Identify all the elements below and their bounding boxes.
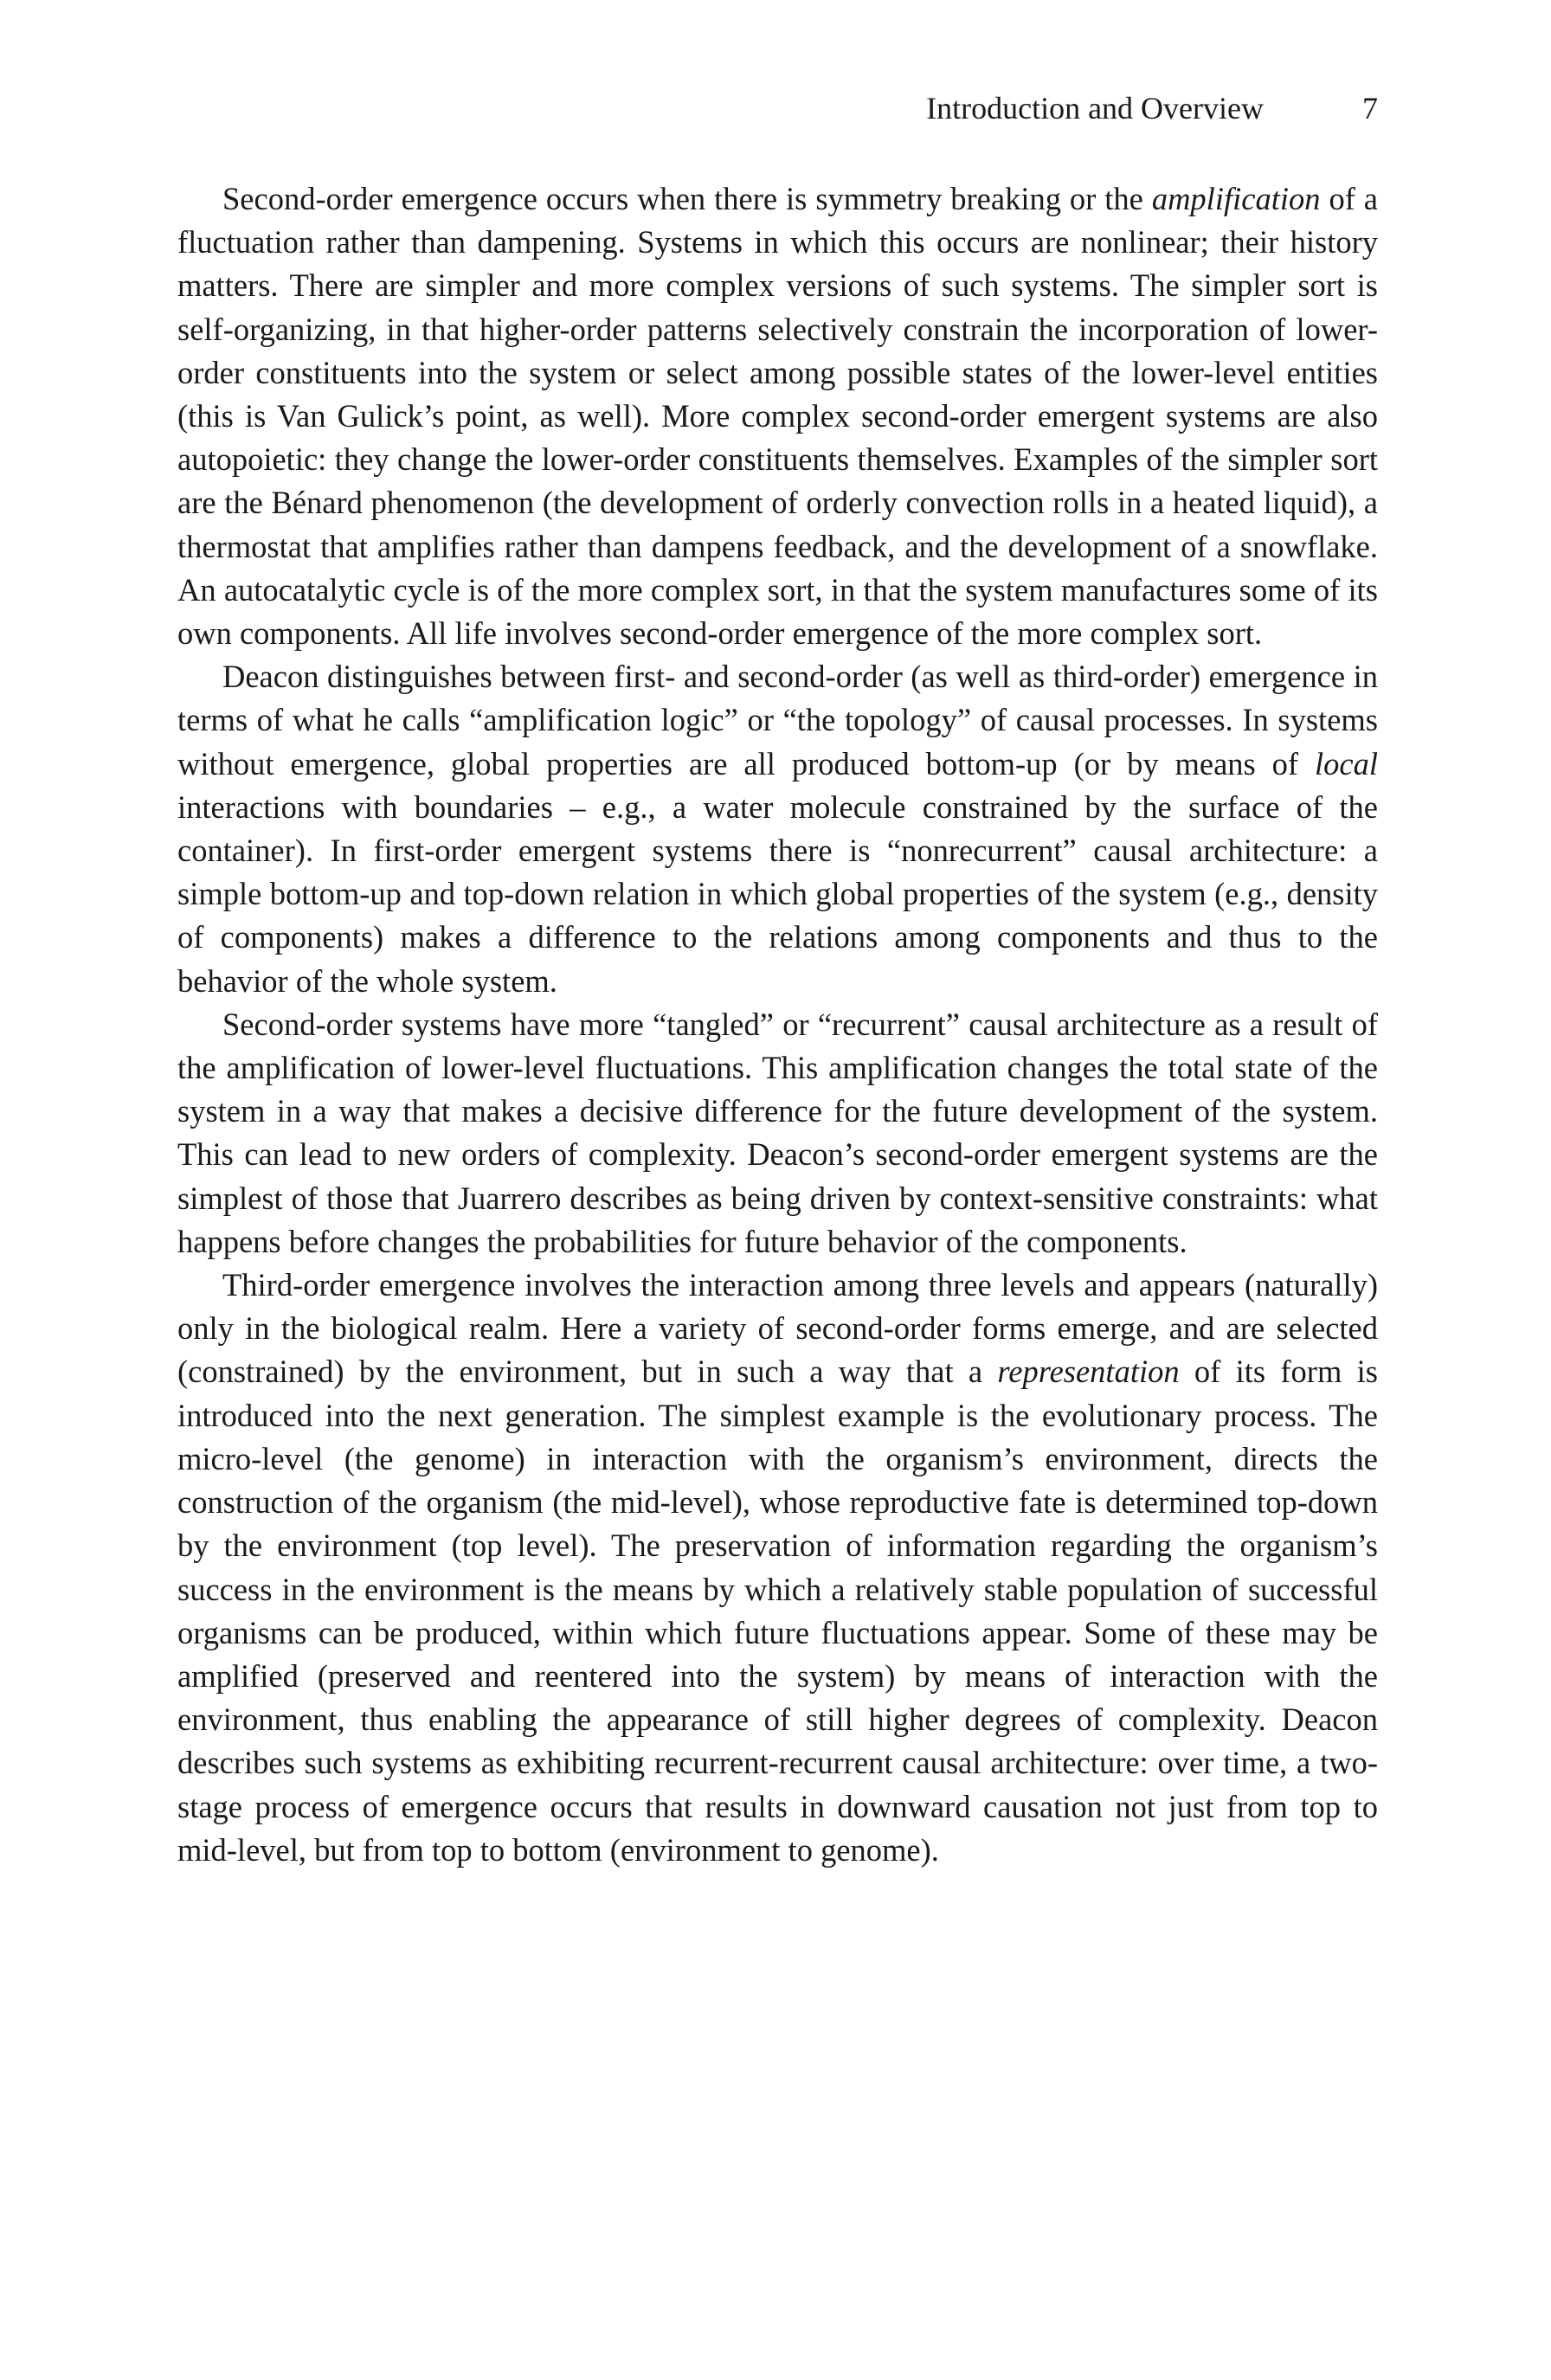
paragraph-2-text-a: Deacon distinguishes between first- and second-order (as well as third-order) emergence in terms of what he calls “amplification logic” or “the topology” of causal processes. In systems without emergence, global properties are all produced bottom-up (or by means of <box>177 659 1378 782</box>
paragraph-2 <box>177 655 1378 1003</box>
paragraph-1-text-b: of a fluctuation rather than dampening. Systems in which this occurs are nonlinear; their history matters. There are simpler and more complex versions of such systems. The simpler sort is self-organizing, in that higher-order patterns selectively constrain the incorporation of lower-order constituents into the system or select among possible states of the lower-level entities (this is Van Gulick’s point, as well). More complex second-order emergent systems are also autopoietic: they change the lower-order constituents themselves. Examples of the simpler sort are the Bénard phenomenon (the development of orderly convection rolls in a heated liquid), a thermostat that amplifies rather than dampens feedback, and the development of a snowflake. An autocatalytic cycle is of the more complex sort, in that the system manufactures some of its own components. All life involves second-order emergence of the more complex sort. <box>177 181 1378 652</box>
paragraph-3 <box>177 1003 1378 1264</box>
paragraph-4-text-a: Third-order emergence involves the interaction among three levels and appears (naturally) only in the biological realm. Here a variety of second-order forms emerge, and are selected (constrained) by the environment, but in such a way that a <box>177 1267 1378 1390</box>
paragraph-4-text-b: of its form is introduced into the next generation. The simplest example is the evolutionary process. The micro-level (the genome) in interaction with the organism’s environment, directs the construction of the organism (the mid-level), whose reproductive fate is determined top-down by the environment (top level). The preservation of information regarding the organism’s success in the environment is the means by which a relatively stable population of successful organisms can be produced, within which future fluctuations appear. Some of these may be amplified (preserved and reentered into the system) by means of interaction with the environment, thus enabling the appearance of still higher degrees of complexity. Deacon describes such systems as exhibiting recurrent-recurrent causal architecture: over time, a two-stage process of emergence occurs that results in downward causation not just from top to mid-level, but from top to bottom (environment to genome). <box>177 1354 1378 1868</box>
body-text <box>177 177 1378 1872</box>
paragraph-2-emphasis: local <box>1315 745 1378 782</box>
page-number: 7 <box>1362 91 1378 125</box>
paragraph-4 <box>177 1264 1378 1872</box>
paragraph-1-text-a: Second-order emergence occurs when there is symmetry breaking or the <box>222 181 1152 216</box>
paragraph-4-emphasis: representation <box>997 1354 1180 1390</box>
paragraph-1 <box>177 177 1378 655</box>
running-header <box>177 87 1378 130</box>
paragraph-2-text-b: interactions with boundaries – e.g., a water molecule constrained by the surface of the container). In first-order emergent systems there is “nonrecurrent” causal architecture: a simple bottom-up and top-down relation in which global properties of the system (e.g., density of components) makes a difference to the relations among components and thus to the behavior of the whole system. <box>177 788 1378 999</box>
paragraph-3-text-a: Second-order systems have more “tangled” or “recurrent” causal architecture as a result of the amplification of lower-level fluctuations. This amplification changes the total state of the system in a way that makes a decisive difference for the future development of the system. This can lead to new orders of complexity. Deacon’s second-order emergent systems are the simplest of those that Juarrero describes as being driven by context-sensitive constraints: what happens before changes the probabilities for future behavior of the components. <box>177 1006 1378 1259</box>
paragraph-1-emphasis: amplification <box>1151 181 1321 216</box>
running-head-title: Introduction and Overview <box>926 91 1264 125</box>
